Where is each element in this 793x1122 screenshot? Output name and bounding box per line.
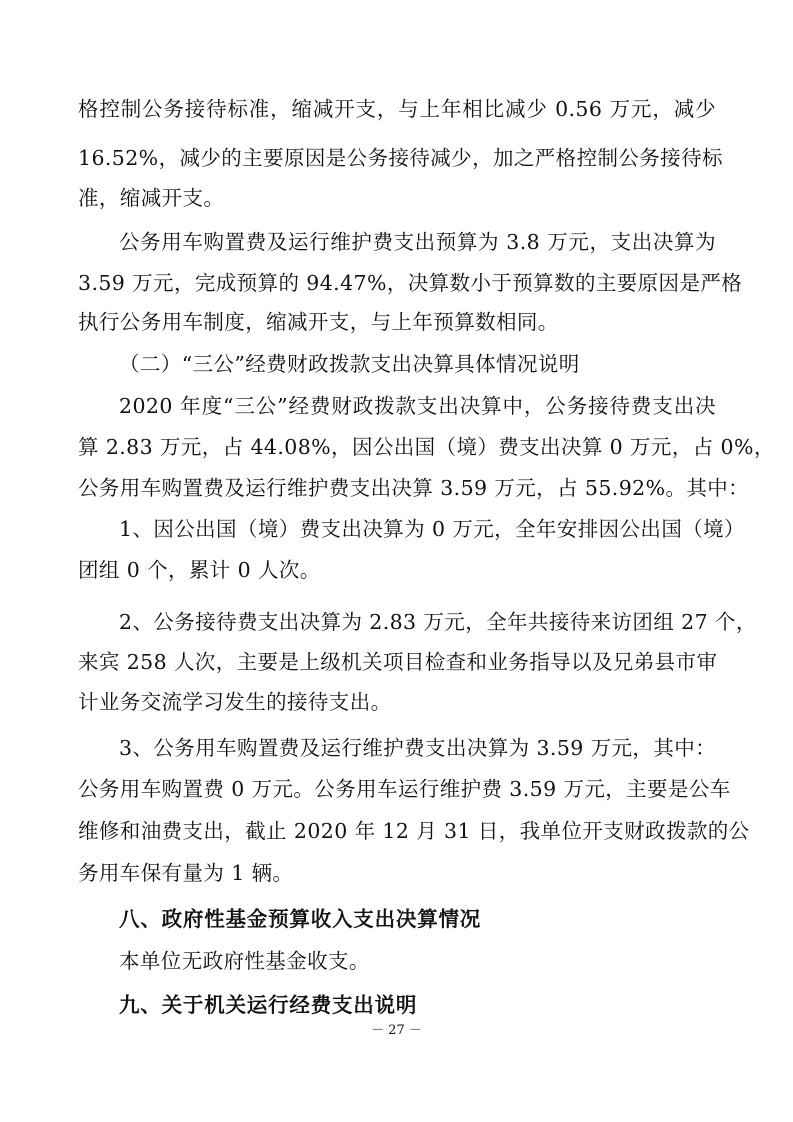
- item-2-line-3: 计业务交流学习发生的接待支出。: [78, 690, 392, 714]
- item-2-line-2: 来宾 258 人次，主要是上级机关项目检查和业务指导以及兄弟县市审: [78, 650, 718, 674]
- paragraph-1-line-3: 准，缩减开支。: [78, 186, 225, 210]
- paragraph-2-line-1: 公务用车购置费及运行维护费支出预算为 3.8 万元，支出决算为: [119, 230, 716, 254]
- paragraph-1-line-1: 格控制公务接待标准，缩减开支，与上年相比减少 0.56 万元，减少: [78, 97, 716, 121]
- item-3-line-2: 公务用车购置费 0 万元。公务用车运行维护费 3.59 万元，主要是公车: [78, 777, 731, 801]
- item-1-line-1: 1、因公出国（境）费支出决算为 0 万元，全年安排因公出国（境）: [119, 517, 745, 541]
- section-8-heading: 八、政府性基金预算收入支出决算情况: [119, 907, 482, 931]
- paragraph-3-line-2: 算 2.83 万元，占 44.08%，因公出国（境）费支出决算 0 万元，占 0%，: [78, 435, 775, 459]
- page-number: － 27 －: [371, 1023, 422, 1038]
- item-1-line-2: 团组 0 个，累计 0 人次。: [78, 558, 321, 582]
- item-3-line-4: 务用车保有量为 1 辆。: [78, 861, 294, 885]
- paragraph-2-line-3: 执行公务用车制度，缩减开支，与上年预算数相同。: [78, 310, 559, 334]
- item-3-line-1: 3、公务用车购置费及运行维护费支出决算为 3.59 万元，其中：: [119, 736, 717, 760]
- item-3-line-3: 维修和油费支出，截止 2020 年 12 月 31 日，我单位开支财政拨款的公: [78, 819, 750, 843]
- sub-heading: （二）“三公”经费财政拨款支出决算具体情况说明: [119, 352, 580, 376]
- section-8-body: 本单位无政府性基金收支。: [119, 949, 370, 973]
- section-9-heading: 九、关于机关运行经费支出说明: [119, 993, 418, 1017]
- paragraph-3-line-1: 2020 年度“三公”经费财政拨款支出决算中，公务接待费支出决: [119, 394, 716, 418]
- item-2-line-1: 2、公务接待费支出决算为 2.83 万元，全年共接待来访团组 27 个，: [119, 610, 757, 634]
- paragraph-2-line-2: 3.59 万元，完成预算的 94.47%，决算数小于预算数的主要原因是严格: [78, 271, 743, 295]
- paragraph-1-line-2: 16.52%，减少的主要原因是公务接待减少，加之严格控制公务接待标: [78, 146, 723, 170]
- paragraph-3-line-3: 公务用车购置费及运行维护费支出决算 3.59 万元，占 55.92%。其中：: [78, 476, 750, 500]
